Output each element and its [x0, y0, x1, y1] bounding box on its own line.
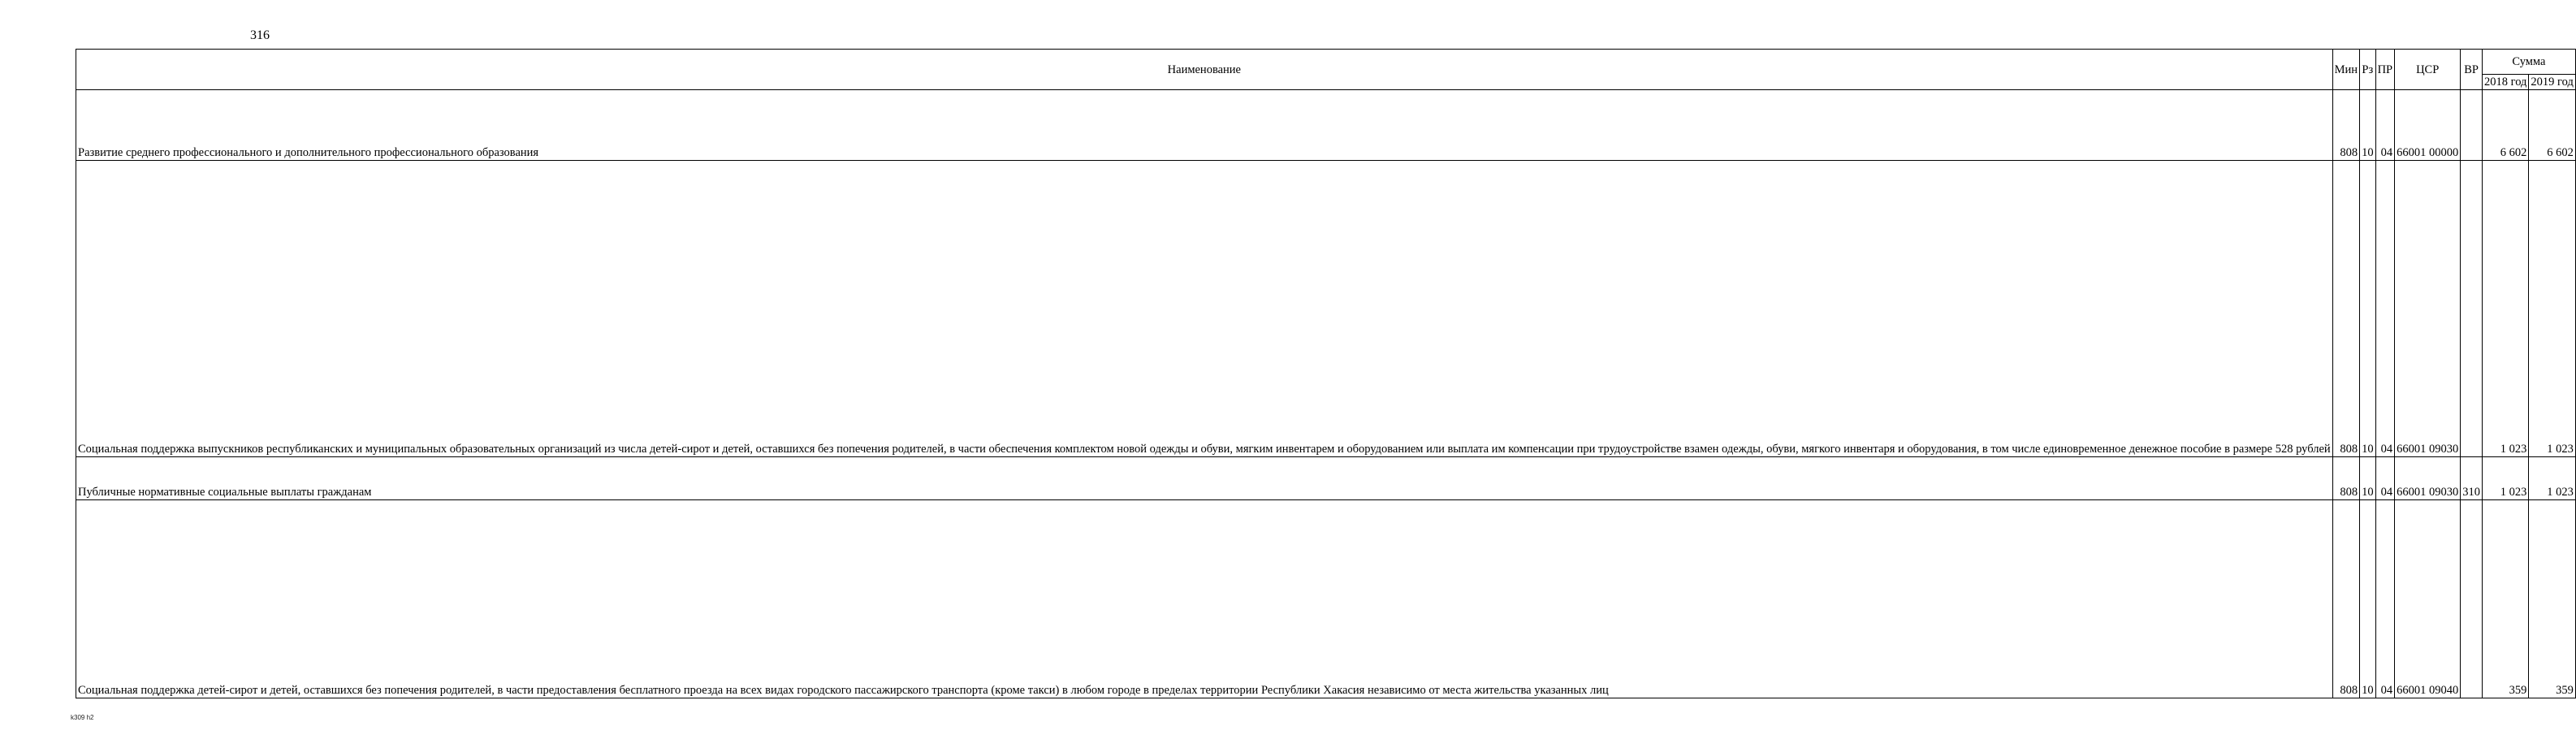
row-sum-2018: 6 602	[2483, 90, 2529, 161]
row-vr	[2461, 161, 2483, 457]
row-min: 808	[2332, 500, 2359, 698]
page-number: 316	[250, 28, 270, 42]
row-min: 808	[2332, 161, 2359, 457]
row-sum-2019: 1 023	[2529, 457, 2575, 500]
row-vr	[2461, 90, 2483, 161]
row-min: 808	[2332, 90, 2359, 161]
row-pr: 04	[2375, 457, 2395, 500]
row-sum-2018: 359	[2483, 500, 2529, 698]
header-rz: Рз	[2360, 50, 2376, 90]
table-row	[76, 90, 2576, 161]
row-sum-2018: 1 023	[2483, 457, 2529, 500]
header-sum: Сумма	[2483, 50, 2576, 75]
row-csr: 66001 09030	[2395, 161, 2461, 457]
table-row	[76, 457, 2576, 500]
row-name: Развитие среднего профессионального и дополнительного профессионального образования	[76, 90, 2333, 161]
table-row	[76, 161, 2576, 457]
row-csr: 66001 00000	[2395, 90, 2461, 161]
row-name: Социальная поддержка выпускников республиканских и муниципальных образовательных организаций из числа детей-сирот и детей, оставшихся без попечения родителей, в части обеспечения комплектом новой одежды и обуви, мягким инвентарем и оборудованием или выплата им компенсации при трудоустройстве взамен одежды, обуви, мягкого инвентаря и оборудования, в том числе единовременное денежное пособие в размере 528 рублей	[76, 161, 2333, 457]
header-year-2019: 2019 год	[2529, 75, 2575, 90]
header-min: Мин	[2332, 50, 2359, 90]
header-csr: ЦСР	[2395, 50, 2461, 90]
table-row	[76, 500, 2576, 698]
row-vr: 310	[2461, 457, 2483, 500]
row-pr: 04	[2375, 90, 2395, 161]
row-vr	[2461, 500, 2483, 698]
row-pr: 04	[2375, 500, 2395, 698]
row-csr: 66001 09030	[2395, 457, 2461, 500]
header-name: Наименование	[76, 50, 2333, 90]
row-rz: 10	[2360, 500, 2376, 698]
header-vr: ВР	[2461, 50, 2483, 90]
row-rz: 10	[2360, 161, 2376, 457]
row-sum-2019: 359	[2529, 500, 2575, 698]
row-name: Социальная поддержка детей-сирот и детей, оставшихся без попечения родителей, в части предоставления бесплатного проезда на всех видах городского пассажирского транспорта (кроме такси) в любом городе в пределах территории Республики Хакасия независимо от места жительства указанных лиц	[76, 500, 2333, 698]
row-name: Публичные нормативные социальные выплаты гражданам	[76, 457, 2333, 500]
header-pr: ПР	[2375, 50, 2395, 90]
header-year-2018: 2018 год	[2483, 75, 2529, 90]
row-sum-2019: 1 023	[2529, 161, 2575, 457]
row-rz: 10	[2360, 457, 2376, 500]
document-code: k309 h2	[71, 714, 94, 721]
row-rz: 10	[2360, 90, 2376, 161]
row-pr: 04	[2375, 161, 2395, 457]
row-min: 808	[2332, 457, 2359, 500]
row-sum-2018: 1 023	[2483, 161, 2529, 457]
budget-table	[76, 49, 2576, 698]
row-csr: 66001 09040	[2395, 500, 2461, 698]
row-sum-2019: 6 602	[2529, 90, 2575, 161]
table-header	[76, 50, 2576, 90]
